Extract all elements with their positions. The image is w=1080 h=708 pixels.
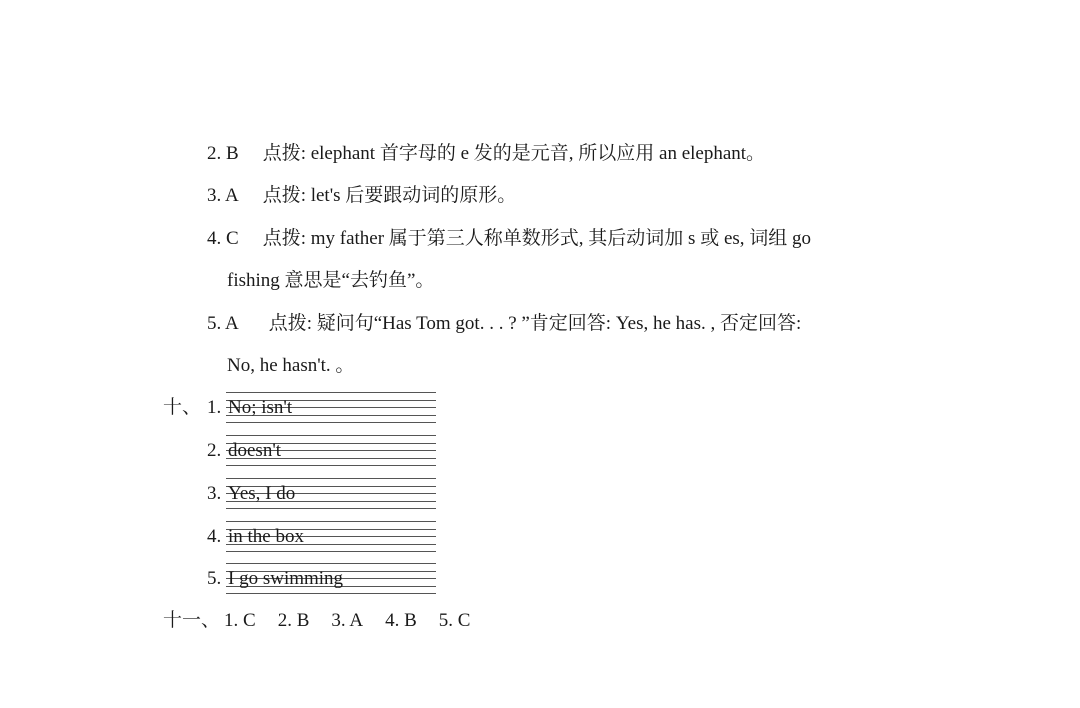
answer-line-2: [226, 431, 436, 471]
section-number: 十一、: [163, 610, 221, 631]
answer-item-2: [207, 144, 765, 163]
mcq-answer: 3. A: [331, 610, 364, 631]
written-answer: doesn't: [228, 440, 282, 461]
answer-number: 4. C: [207, 228, 239, 249]
section10-num-2: [207, 441, 221, 460]
tip-text-continued: No, he hasn't. 。: [227, 355, 355, 376]
tip-text: let's 后要跟动词的原形。: [310, 185, 517, 206]
tip-label: 点拨:: [262, 143, 306, 164]
answer-item-4: [207, 229, 811, 248]
answer-line-4: [226, 517, 436, 557]
section10-num-3: [207, 484, 221, 503]
answer-item-5: [207, 314, 801, 333]
answer-number: 2. B: [207, 143, 239, 164]
answer-line-1: [226, 388, 436, 428]
item-number: 5.: [207, 568, 222, 589]
answer-item-3: [207, 186, 516, 205]
section-10-label: [163, 398, 201, 417]
mcq-answer: 1. C: [224, 610, 256, 631]
item-number: 2.: [207, 440, 222, 461]
written-answer: in the box: [228, 526, 304, 547]
tip-label: 点拨:: [262, 228, 306, 249]
written-answer: Yes, I do: [228, 483, 296, 504]
section10-num-5: [207, 569, 221, 588]
answer-number: 5. A: [207, 313, 239, 334]
section-number: 十、: [163, 397, 202, 418]
section-11-answers: [163, 611, 492, 630]
tip-text: elephant 首字母的 e 发的是元音, 所以应用 an elephant。: [310, 143, 766, 164]
mcq-answer: 4. B: [385, 610, 417, 631]
tip-text: my father 属于第三人称单数形式, 其后动词加 s 或 es, 词组 go: [310, 228, 812, 249]
answer-number: 3. A: [207, 185, 239, 206]
mcq-answer: 5. C: [438, 610, 471, 631]
answer-line-5: [226, 559, 436, 599]
answer-item-5-continuation: [227, 356, 354, 375]
section10-num-4: [207, 527, 221, 546]
written-answer: I go swimming: [228, 568, 344, 589]
answer-line-3: [226, 474, 436, 514]
item-number: 3.: [207, 483, 222, 504]
item-number: 4.: [207, 526, 222, 547]
tip-text: 疑问句“Has Tom got. . . ? ”肯定回答: Yes, he has. , 否定回答:: [316, 313, 802, 334]
answer-item-4-continuation: [227, 271, 434, 290]
mcq-answer: 2. B: [277, 610, 310, 631]
tip-text-continued: fishing 意思是“去钓鱼”。: [227, 270, 435, 291]
item-number: 1.: [207, 397, 222, 418]
tip-label: 点拨:: [268, 313, 312, 334]
written-answer: No; isn't: [228, 397, 293, 418]
section10-num-1: [207, 398, 221, 417]
tip-label: 点拨:: [262, 185, 306, 206]
